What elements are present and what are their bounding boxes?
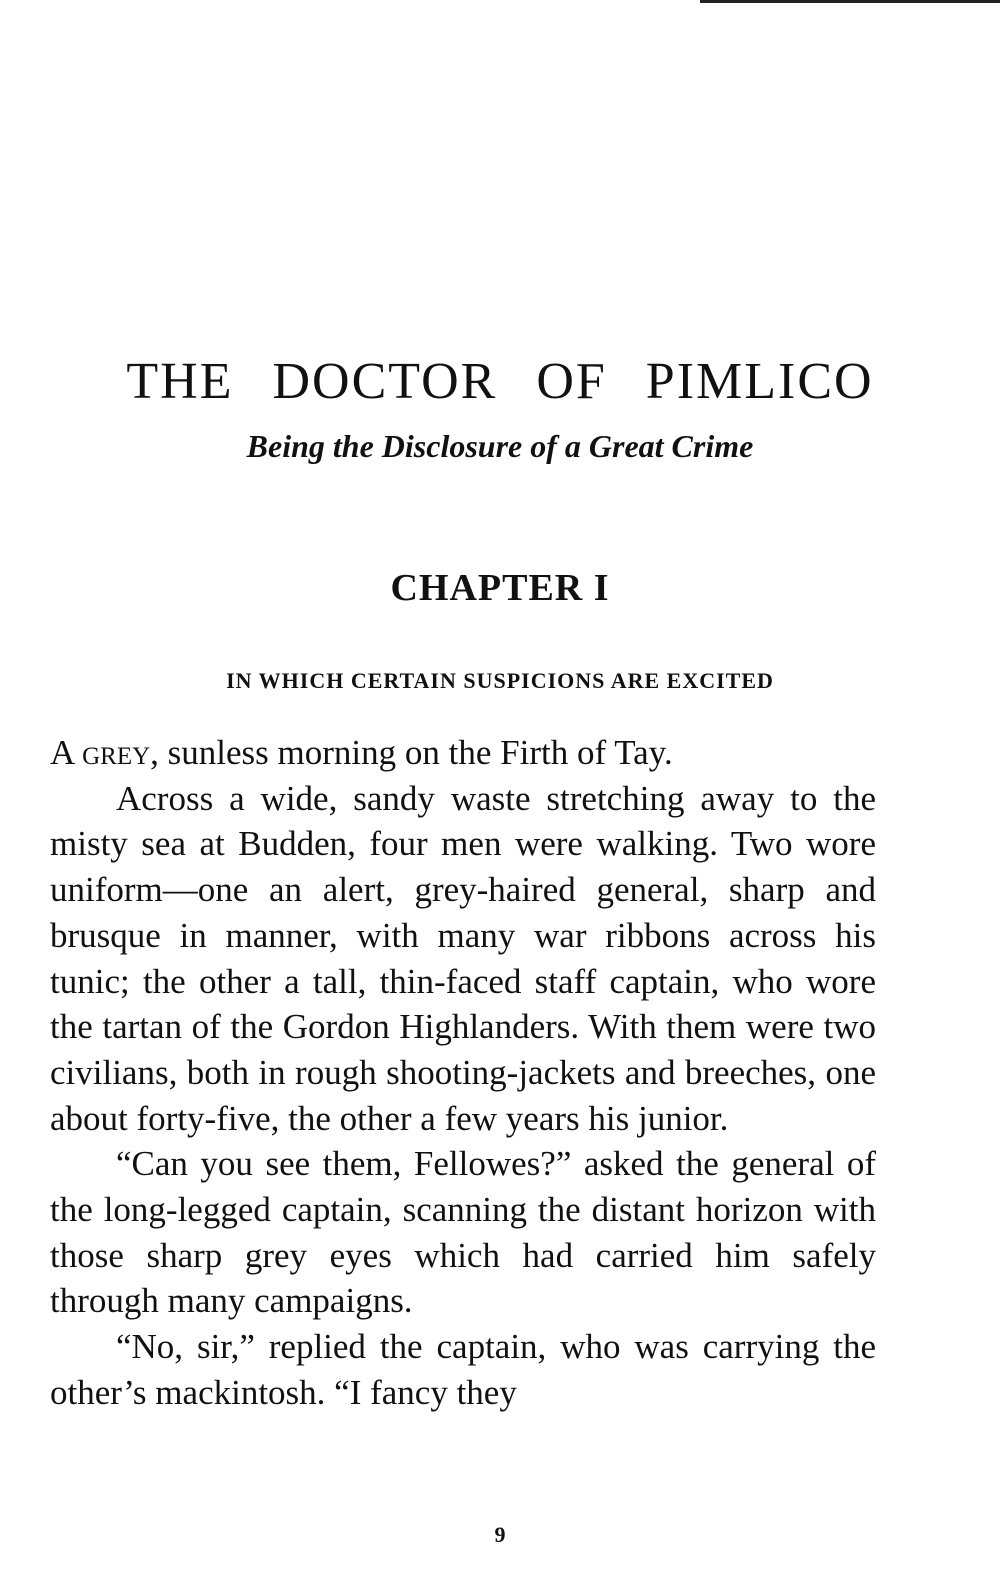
chapter-heading: CHAPTER I xyxy=(390,567,610,609)
paragraph-1-lead: A xyxy=(50,733,74,772)
chapter-subheading: IN WHICH CERTAIN SUSPICIONS ARE EXCITED xyxy=(226,668,774,693)
paragraph-3: “Can you see them, Fellowes?” asked the general of the long-legged captain, scanning the distant horizon with those sharp grey eyes which had carried him safely through many campaigns. xyxy=(50,1144,876,1321)
page-number: 9 xyxy=(494,1522,506,1547)
paragraph-4: “No, sir,” replied the captain, who was carrying the other’s mackintosh. “I fancy they xyxy=(50,1327,876,1412)
paragraph-1 xyxy=(50,730,876,776)
paragraph-1-rest: , sunless morning on the Firth of Tay. xyxy=(150,733,673,772)
body-text xyxy=(50,730,876,1416)
book-title: THE DOCTOR OF PIMLICO xyxy=(126,353,874,410)
top-edge-rule xyxy=(700,0,1000,3)
paragraph-2: Across a wide, sandy waste stretching away to the misty sea at Budden, four men were walking. Two wore uniform—one an alert, grey-haired general, sharp and brusque in manner, with many war ribbons across his tunic; the other a tall, thin-faced staff captain, who wore the tartan of the Gordon Highlanders. With them were two civilians, both in rough shooting-jackets and breeches, one about forty-five, the other a few years his junior. xyxy=(50,778,876,1138)
book-subtitle: Being the Disclosure of a Great Crime xyxy=(246,428,754,464)
paragraph-1-smallcaps: grey xyxy=(82,733,151,772)
